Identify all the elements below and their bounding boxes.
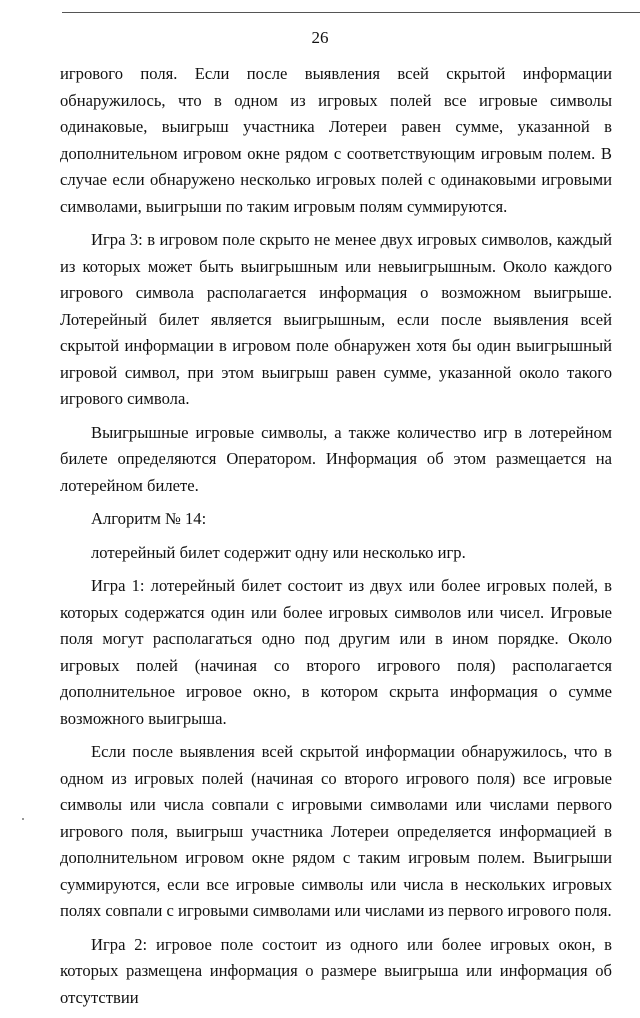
paragraph-winning-symbols: Выигрышные игровые символы, а также количество игр в лотерейном билете определяются Оператором. Информация об этом размещается на лотерейном билете. <box>60 422 612 495</box>
paragraph-algorithm-heading: Алгоритм № 14: <box>91 509 207 528</box>
page-number: 26 <box>311 28 329 47</box>
document-body <box>60 61 612 1018</box>
scan-dot <box>22 818 24 820</box>
paragraph-ticket-games: лотерейный билет содержит одну или несколько игр. <box>91 542 466 562</box>
paragraph-game-2: Игра 2: игровое поле состоит из одного или более игровых окон, в которых размещена информация о размере выигрыша или информация об отсутствии <box>60 934 612 1007</box>
paragraph-continuation: игрового поля. Если после выявления всей скрытой информации обнаружилось, что в одном из игровых полей все игровые символы одинаковые, выигрыш участника Лотереи равен сумме, указанной в дополнительном игровом окне рядом с соответствующим игровым полем. В случае если обнаружено несколько игровых полей с одинаковыми игровыми символами, выигрыши по таким игровым полям суммируются. <box>60 64 612 216</box>
paragraph-game-3: Игра 3: в игровом поле скрыто не менее двух игровых символов, каждый из которых может быть выигрышным или невыигрышным. Около каждого игрового символа располагается информация о возможном выигрыше. Лотерейный билет является выигрышным, если после выявления всей скрытой информации в игровом поле обнаружен хотя бы один выигрышный игровой символ, при этом выигрыш равен сумме, указанной около такого игрового символа. <box>60 230 612 408</box>
paragraph-matching-fields: Если после выявления всей скрытой информации обнаружилось, что в одном из игровых полей (начиная со второго игрового поля) все игровые символы или числа совпали с игровыми символами или числами первого игрового поля, выигрыш участника Лотереи определяется информацией в дополнительном игровом окне рядом с таким игровым полем. Выигрыши суммируются, если все игровые символы или числа в нескольких игровых полях совпали с игровыми символами или числами из первого игрового поля. <box>60 742 612 920</box>
paragraph-game-1: Игра 1: лотерейный билет состоит из двух или более игровых полей, в которых содержатся один или более игровых символов или чисел. Игровые поля могут располагаться одно под другим или в ином порядке. Около игровых полей (начиная со второго игрового поля) располагается дополнительное игровое окно, в котором скрыта информация о сумме возможного выигрыша. <box>60 576 612 728</box>
top-rule <box>62 12 640 13</box>
